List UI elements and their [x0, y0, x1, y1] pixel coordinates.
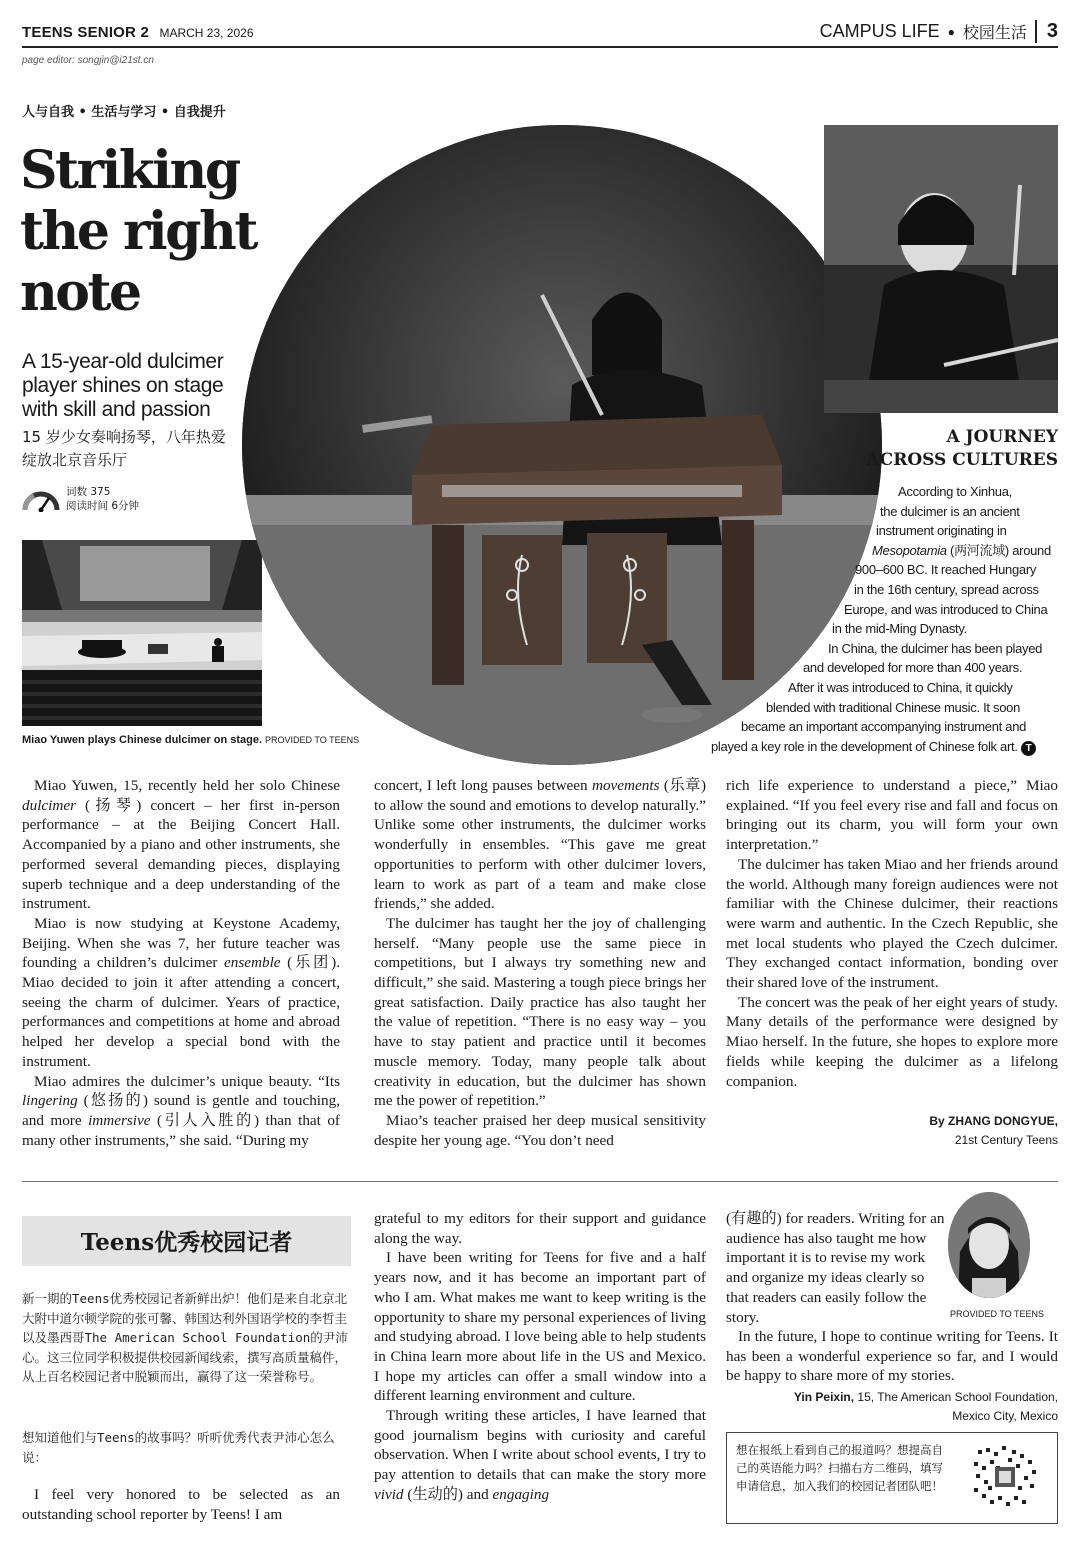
sidebar-line — [872, 541, 1058, 561]
sidebar-line: 900–600 BC. It reached Hungary — [855, 562, 1037, 578]
vocab-term: movements — [592, 777, 660, 794]
paragraph: In the future, I hope to continue writing for Teens. It has been a wonderful experience so far, and I would be happy to share more of my stories. — [726, 1328, 1058, 1385]
speedometer-icon — [22, 486, 60, 512]
reporter-intro: 新一期的Teens优秀校园记者新鲜出炉！他们是来自北京北大附中道尔顿学院的张可馨、韩国达利外国语学校的李哲圭以及墨西哥The American School Foundation的尹沛心。这三位同学积极提供校园新闻线索，撰写高质量稿件，从上百名校园记者中脱颖而出，赢得了这一荣誉称号。 — [22, 1291, 348, 1384]
author: By ZHANG DONGYUE, — [929, 1114, 1058, 1128]
headline-line-1: Striking — [20, 140, 239, 201]
reporter-school: 15, The American School Foundation, — [857, 1390, 1058, 1404]
subtitle-zh: 15 岁少女奏响扬琴，八年热爱绽放北京音乐厅 — [22, 428, 226, 469]
paragraph: Miao is now studying at Keystone Academy, Beijing. When she was 7, her future teacher was founding a children’s dulcimer ensemble (乐团). Miao decided to join it after attending a concert, seeing the charm of dulcimer. Years of practice, performances and competitions at home and abroad helped her develop a special bond with the instrument. — [22, 914, 340, 1070]
header-rule — [22, 46, 1058, 48]
qr-code-icon[interactable] — [968, 1440, 1042, 1514]
reporter-column-2 — [374, 1209, 706, 1505]
byline — [929, 1112, 1058, 1150]
sidebar-title-line-1: A JOURNEY — [946, 427, 1058, 447]
vocab-term: immersive — [88, 1111, 151, 1129]
end-mark-icon: T — [1021, 741, 1036, 756]
reading-time: 阅读时间 6分钟 — [66, 500, 140, 512]
issue-date: MARCH 23, 2026 — [159, 26, 254, 40]
photo-credit: PROVIDED TO TEENS — [265, 735, 360, 745]
reporter-portrait — [948, 1192, 1030, 1298]
reading-meta — [66, 485, 139, 513]
section-name-en: CAMPUS LIFE — [819, 21, 940, 41]
sidebar-title-line-2: ACROSS CULTURES — [866, 450, 1058, 470]
section-bullet: ● — [947, 24, 955, 39]
sidebar-line — [711, 737, 1058, 757]
paragraph: Miao admires the dulcimer’s unique beauty. “Its lingering (悠扬的) sound is gentle and touching, and more immersive (引人入胜的) than that of many other instruments,” she said. “During my — [22, 1072, 340, 1149]
sidebar-line: Europe, and was introduced to China — [844, 601, 1048, 617]
reporter-signature — [794, 1388, 1058, 1426]
sidebar-line: became an important accompanying instrument and — [741, 719, 1027, 735]
author-org: 21st Century Teens — [954, 1133, 1058, 1147]
paragraph: Miao Yuwen, 15, recently held her solo Chinese dulcimer (扬琴) concert – her first in-person performance – at the Beijing Concert Hall. Accompanied by a piano and other instruments, she performed several demanding pieces, displaying superb technique and a deep understanding of the instrument. — [22, 777, 340, 913]
section-divider — [22, 1181, 1058, 1182]
article-column-2 — [374, 776, 706, 1150]
performer-closeup-photo — [824, 125, 1058, 413]
sidebar-line: instrument originating in — [876, 523, 1007, 539]
sidebar-line: the dulcimer is an ancient — [880, 503, 1020, 519]
paragraph: rich life experience to understand a piece,” Miao explained. “If you feel every rise and fall and focus on bringing out its charm, you will form your own interpretation.” — [726, 777, 1058, 854]
vocab-term: ensemble — [224, 954, 281, 972]
article-column-3 — [726, 776, 1058, 1091]
paragraph: I feel very honored to be selected as an outstanding school reporter by Teens! I am — [22, 1486, 340, 1523]
reporter-intro-question: 想知道他们与Teens的故事吗？听听优秀代表尹沛心怎么说： — [22, 1430, 335, 1465]
paragraph: The dulcimer has taught her the joy of challenging herself. “Many people use the same piece in competitions, but I always try something new and difficult,” she said. Mastering a tough piece brings her great satisfaction. Daily practice has also taught her the value of repetition. “There is no easy way – you have to stay patient and practice until it becomes muscle memory. Today, many people talk about creativity in education, but the dulcimer has shown me the power of repetition.” — [374, 914, 706, 1110]
section-header — [820, 20, 1058, 43]
paragraph: Miao’s teacher praised her deep musical sensitivity despite her young age. “You don’t need — [374, 1111, 706, 1149]
word-count: 词数 375 — [66, 486, 111, 498]
page-editor: page editor: songjin@i21st.cn — [22, 55, 154, 66]
sidebar-line: in the 16th century, spread across — [854, 581, 1039, 597]
sidebar-line: and developed for more than 400 years. — [803, 660, 1023, 676]
reporter-column-3-top — [726, 1209, 950, 1327]
paragraph: The dulcimer has taken Miao and her friends around the world. Although many foreign audiences were not familiar with the Chinese dulcimer, their reactions were warm and authentic. In the Czech Republic, she met local students who played the Czech dulcimer. They exchanged contact information, bonding over their shared love of the instrument. — [726, 855, 1058, 992]
headline-line-3: note — [20, 262, 140, 323]
sidebar-line: in the mid-Ming Dynasty. — [832, 621, 967, 637]
sidebar-term: Mesopotamia — [872, 542, 947, 558]
photo-caption — [22, 734, 359, 746]
reporter-column-1 — [22, 1485, 340, 1524]
sidebar-line: blended with traditional Chinese music. It soon — [766, 699, 1020, 715]
sidebar-term-rest: (两河流域) around — [946, 542, 1051, 558]
subtitle-en: A 15-year-old dulcimer player shines on stage with skill and passion — [22, 350, 224, 421]
headline-line-2: the right — [20, 201, 256, 262]
vocab-term: vivid — [374, 1485, 404, 1503]
paragraph: Through writing these articles, I have learned that good journalism begins with curiosity and careful observation. When I write about school events, I try to pay attention to details that can make the story more vivid (生动的) and engaging — [374, 1407, 706, 1503]
article-column-1 — [22, 776, 340, 1150]
caption-text: Miao Yuwen plays Chinese dulcimer on stage. — [22, 734, 263, 746]
paragraph: I have been writing for Teens for five and a half years now, and it has become an important part of who I am. What makes me want to keep writing is the opportunity to share my personal experiences of living and studying abroad. I love being able to help students in China learn more about life in the US and Mexico. I hope my articles can offer a small window into a different learning environment and culture. — [374, 1249, 706, 1405]
sidebar-line: In China, the dulcimer has been played — [828, 640, 1043, 656]
sidebar-last-line: played a key role in the development of Chinese folk art. — [711, 738, 1018, 754]
headline — [20, 140, 280, 323]
page-number: 3 — [1035, 20, 1058, 43]
publication-name: TEENS SENIOR 2 — [22, 24, 149, 41]
sidebar-line: After it was introduced to China, it quickly — [788, 679, 1013, 695]
sidebar-title — [860, 426, 1058, 472]
portrait-credit: PROVIDED TO TEENS — [950, 1309, 1045, 1319]
vocab-term: dulcimer — [22, 796, 76, 814]
reporter-section-title: Teens优秀校园记者 — [80, 1229, 293, 1256]
paragraph: The concert was the peak of her eight years of study. Many details of the performance were designed by Miao herself. In the future, she hopes to explore more fields while keeping the dulcimer as a lifelong companion. — [726, 993, 1058, 1090]
concert-hall-photo — [22, 540, 262, 726]
vocab-term: engaging — [492, 1485, 550, 1503]
topic-tags: 人与自我 • 生活与学习 • 自我提升 — [22, 105, 226, 120]
sidebar-line: According to Xinhua, — [898, 484, 1012, 499]
masthead — [22, 24, 254, 41]
reporter-name: Yin Peixin, — [793, 1390, 855, 1404]
recruit-text: 想在报纸上看到自己的报道吗？想提高自己的英语能力吗？扫描右方二维码，填写申请信息，加入我们的校园记者团队吧！ — [736, 1443, 943, 1493]
reporter-column-3-bottom — [726, 1327, 1058, 1386]
paragraph: (有趣的) for readers. Writing for an audience has also taught me how important it is to revise my work and organize my ideas clearly so that readers can easily follow the story. — [726, 1210, 945, 1326]
paragraph: concert, I left long pauses between movements (乐章) to allow the sound and emotions to develop naturally.” Unlike some other instruments, the dulcimer works wonderfully in ensembles. “This gave me great opportunities to perform with other dulcimer lovers, learn to work as part of a team and make close friends,” she added. — [374, 777, 706, 913]
vocab-term: lingering — [22, 1092, 78, 1110]
paragraph: grateful to my editors for their support and guidance along the way. — [374, 1210, 706, 1247]
reporter-city: Mexico City, Mexico — [952, 1409, 1058, 1423]
section-name-zh: 校园生活 — [962, 23, 1027, 42]
sidebar-body — [700, 482, 1058, 756]
